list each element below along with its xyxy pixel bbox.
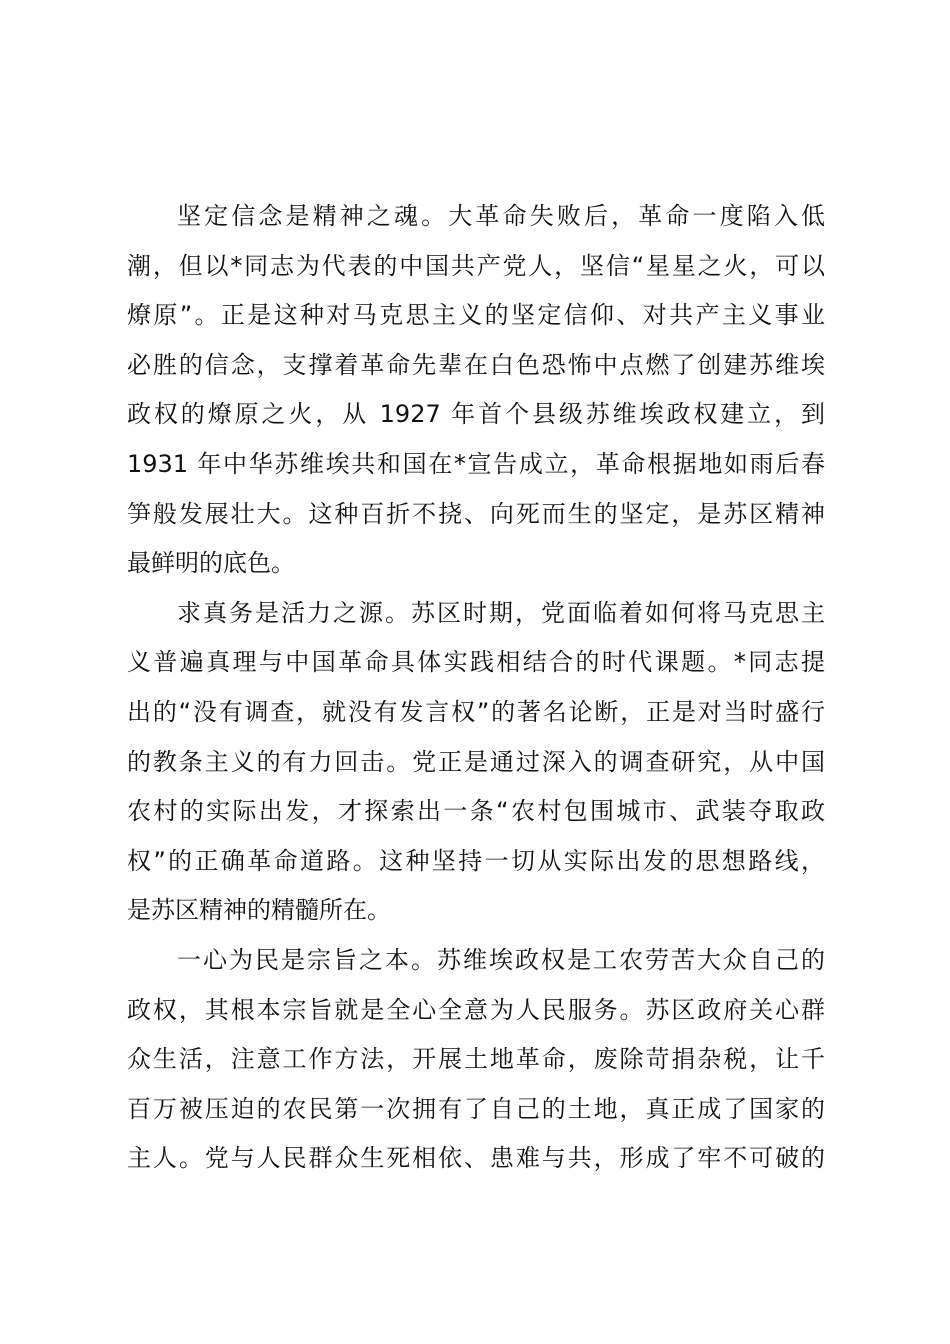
paragraph-line: 权”的正确革命道路。这种坚持一切从实际出发的思想路线，: [127, 846, 825, 875]
paragraph-line: 农村的实际出发，才探索出一条“农村包围城市、武装夺取政: [127, 797, 825, 826]
paragraph-line: 众生活，注意工作方法，开展土地革命，废除苛捐杂税，让千: [127, 1045, 825, 1074]
paragraph-serve-people: [127, 936, 825, 1184]
paragraph-line: 政权，其根本宗旨就是全心全意为人民服务。苏区政府关心群: [127, 995, 825, 1024]
paragraph-line: 百万被压迫的农民第一次拥有了自己的土地，真正成了国家的: [127, 1094, 825, 1123]
paragraph-line: 求真务是活力之源。苏区时期，党面临着如何将马克思主: [177, 598, 825, 627]
paragraph-line: 1931 年中华苏维埃共和国在*宣告成立，革命根据地如雨后春: [127, 449, 825, 478]
paragraph-line: 笋般发展壮大。这种百折不挠、向死而生的坚定，是苏区精神: [127, 499, 825, 528]
paragraph-line: 出的“没有调查，就没有发言权”的著名论断，正是对当时盛行: [127, 697, 825, 726]
paragraph-line: 最鲜明的底色。: [127, 549, 295, 578]
paragraph-line: 坚定信念是精神之魂。大革命失败后，革命一度陷入低: [177, 202, 825, 230]
paragraph-line: 潮，但以*同志为代表的中国共产党人，坚信“星星之火，可以: [127, 251, 825, 280]
paragraph-seek-truth: [127, 589, 825, 936]
paragraph-line: 的教条主义的有力回击。党正是通过深入的调查研究，从中国: [127, 747, 825, 776]
paragraph-line: 政权的燎原之火，从 1927 年首个县级苏维埃政权建立，到: [127, 400, 825, 429]
paragraph-line: 是苏区精神的精髓所在。: [127, 896, 391, 925]
paragraph-line: 燎原”。正是这种对马克思主义的坚定信仰、对共产主义事业: [127, 301, 825, 330]
paragraph-line: 义普遍真理与中国革命具体实践相结合的时代课题。*同志提: [127, 648, 825, 677]
document-body: [127, 192, 825, 1184]
paragraph-line: 主人。党与人民群众生死相依、患难与共，形成了牢不可破的: [127, 1144, 825, 1173]
paragraph-line: 一心为民是宗旨之本。苏维埃政权是工农劳苦大众自己的: [177, 945, 825, 974]
paragraph-line: 必胜的信念，支撑着革命先辈在白色恐怖中点燃了创建苏维埃: [127, 350, 825, 379]
paragraph-firm-belief: [127, 192, 825, 589]
